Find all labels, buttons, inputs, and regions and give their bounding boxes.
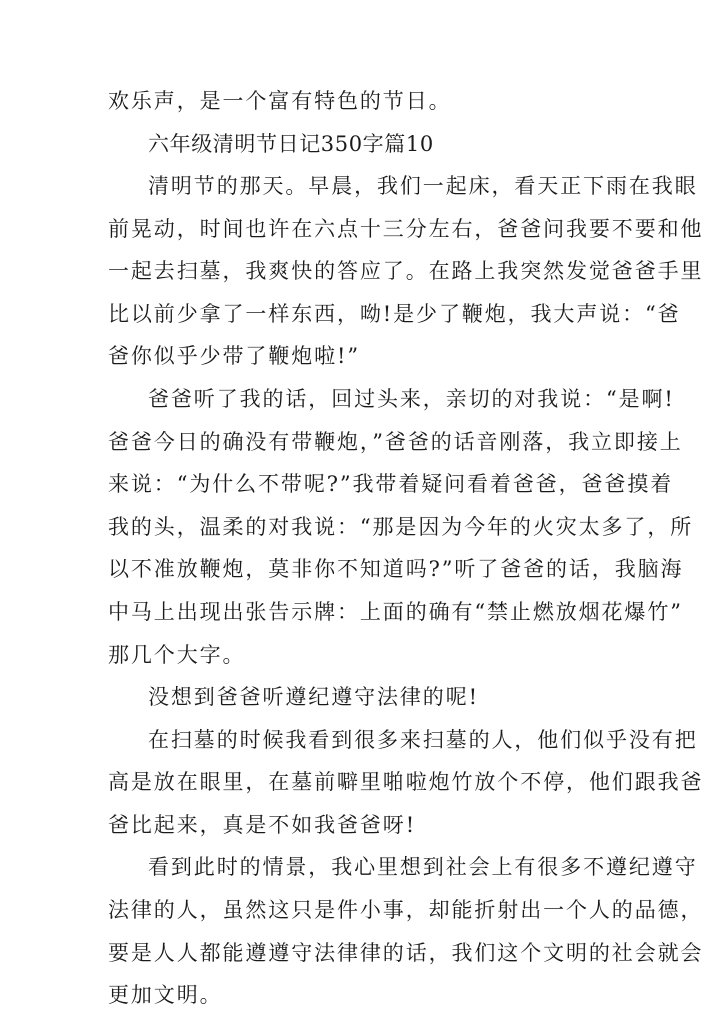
text-line: 高是放在眼里，在墓前噼里啪啦炮竹放个不停，他们跟我爸 xyxy=(108,770,704,794)
text-line: 在扫墓的时候我看到很多来扫墓的人，他们似乎没有把 xyxy=(148,728,698,752)
text-line: 看到此时的情景，我心里想到社会上有很多不遵纪遵守 xyxy=(148,855,698,879)
text-line: 爸比起来，真是不如我爸爸呀! xyxy=(108,813,417,837)
text-line: 爸爸听了我的话，回过头来，亲切的对我说：“是啊! xyxy=(148,387,675,411)
text-line: 我的头，温柔的对我说：“那是因为今年的火灾太多了，所 xyxy=(108,515,694,539)
section-title: 六年级清明节日记350字篇10 xyxy=(148,132,434,156)
text-line: 中马上出现出张告示牌：上面的确有“禁止燃放烟花爆竹” xyxy=(108,600,683,624)
text-line: 法律的人，虽然这只是件小事，却能折射出一个人的品德， xyxy=(108,898,704,922)
text-line: 爸你似乎少带了鞭炮啦!” xyxy=(108,344,360,368)
text-line: 要是人人都能遵遵守法律律的话，我们这个文明的社会就会 xyxy=(108,941,704,965)
text-line: 以不准放鞭炮，莫非你不知道吗?”听了爸爸的话，我脑海 xyxy=(108,557,684,581)
text-line: 那几个大字。 xyxy=(108,643,246,667)
text-line: 清明节的那天。早晨，我们一起床，看天正下雨在我眼 xyxy=(148,174,698,198)
text-line: 前晃动，时间也许在六点十三分左右，爸爸问我要不要和他 xyxy=(108,217,704,241)
text-line: 比以前少拿了一样东西，呦!是少了鞭炮，我大声说：“爸 xyxy=(108,302,681,326)
text-line: 来说：“为什么不带呢?”我带着疑问看着爸爸，爸爸摸着 xyxy=(108,472,674,496)
text-line: 更加文明。 xyxy=(108,983,223,1007)
text-line: 一起去扫墓，我爽快的答应了。在路上我突然发觉爸爸手里 xyxy=(108,259,704,283)
text-line: 爸爸今日的确没有带鞭炮，”爸爸的话音刚落，我立即接上 xyxy=(108,430,683,454)
text-line: 没想到爸爸听遵纪遵守法律的呢! xyxy=(148,685,479,709)
text-line: 欢乐声，是一个富有特色的节日。 xyxy=(108,89,452,113)
